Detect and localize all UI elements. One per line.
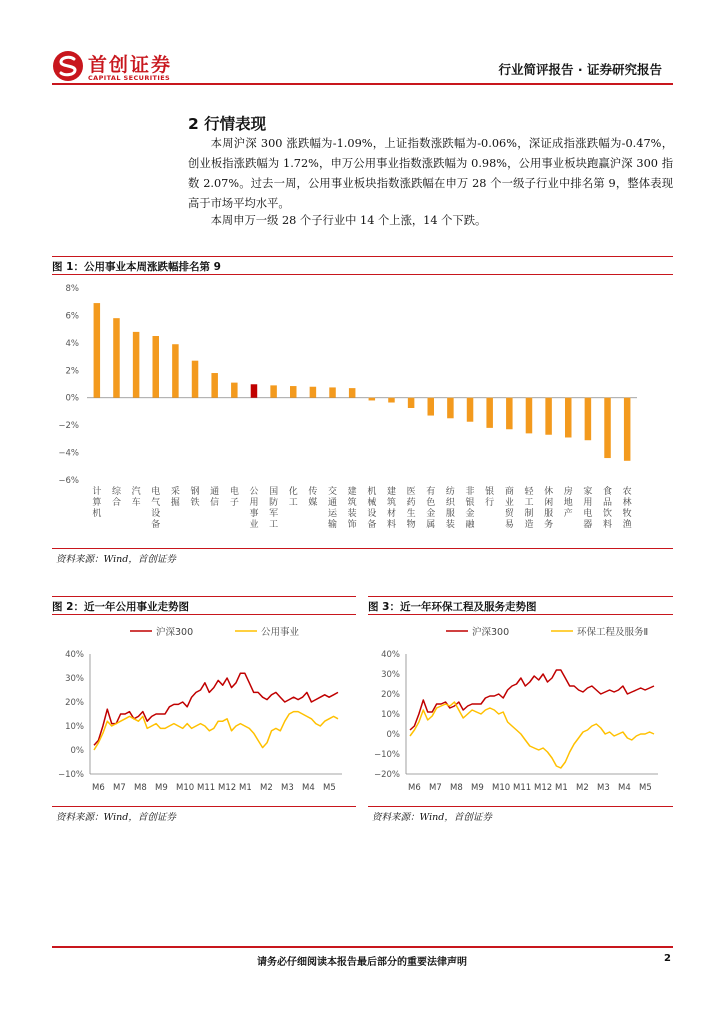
bar (329, 387, 336, 397)
bar (428, 398, 435, 416)
x-tick-label: M10 (492, 783, 511, 793)
bar (604, 398, 611, 458)
bar (486, 398, 493, 428)
y-tick-label: 2% (65, 366, 79, 377)
category-label: 计算机 (92, 487, 102, 519)
x-tick-label: M9 (471, 783, 484, 793)
x-tick-label: M1 (239, 783, 252, 793)
legend-label: 沪深300 (156, 627, 194, 638)
figure1-bottom-rule (52, 548, 673, 549)
category-label: 国防军工 (269, 487, 279, 530)
figure2-title-rule (52, 614, 356, 615)
category-label: 建筑材料 (386, 487, 396, 530)
figure1-title: 图 1：公用事业本周涨跌幅排名第 9 (52, 261, 221, 273)
logo-name-cn: 首创证券 (88, 54, 173, 76)
legend-label: 环保工程及服务Ⅱ (577, 627, 649, 638)
figure3-title-rule (368, 614, 673, 615)
x-tick-label: M11 (197, 783, 216, 793)
x-tick-label: M12 (534, 783, 553, 793)
bar (231, 383, 238, 398)
y-tick-label: 30% (381, 670, 400, 680)
figure2-top-rule (52, 596, 356, 597)
x-tick-label: M8 (450, 783, 463, 793)
bar (545, 398, 552, 435)
logo (52, 50, 187, 84)
figure3-title: 图 3：近一年环保工程及服务走势图 (368, 601, 537, 613)
y-tick-label: −10% (373, 750, 400, 760)
y-tick-label: −20% (373, 770, 400, 780)
y-tick-label: 0% (65, 393, 79, 404)
bar (408, 398, 415, 408)
bar (94, 303, 101, 398)
figure1-top-rule (52, 256, 673, 257)
figure2-title: 图 2：近一年公用事业走势图 (52, 601, 189, 613)
bar (211, 373, 218, 398)
category-label: 农林牧渔 (622, 487, 632, 530)
utilities-trend-chart (52, 616, 356, 806)
figure1-source: 资料来源：Wind，首创证券 (56, 554, 176, 565)
x-tick-label: M7 (429, 783, 442, 793)
x-tick-label: M6 (408, 783, 421, 793)
category-label: 房地产 (563, 487, 573, 519)
category-label: 纺织服装 (445, 487, 455, 530)
y-tick-label: −6% (58, 476, 79, 486)
category-label: 医药生物 (406, 487, 416, 530)
legend-label: 沪深300 (472, 627, 510, 638)
y-tick-label: 40% (381, 650, 400, 660)
y-tick-label: 8% (65, 284, 79, 294)
logo-name-en: CAPITAL SECURITIES (88, 74, 171, 82)
bar (467, 398, 474, 422)
category-label: 通信 (210, 487, 220, 508)
bar (447, 398, 454, 419)
category-label: 轻工制造 (524, 487, 534, 530)
bar (113, 318, 120, 398)
y-tick-label: −10% (57, 770, 84, 780)
figure1-title-rule (52, 274, 673, 275)
y-tick-label: 30% (65, 674, 84, 684)
x-tick-label: M12 (218, 783, 237, 793)
series-line (410, 670, 654, 730)
bar (192, 361, 199, 398)
x-tick-label: M6 (92, 783, 105, 793)
figure3-top-rule (368, 596, 673, 597)
bar (526, 398, 533, 434)
category-label: 商业贸易 (504, 487, 514, 530)
x-tick-label: M7 (113, 783, 126, 793)
category-label: 银行 (485, 487, 495, 508)
category-label: 有色金属 (426, 487, 436, 530)
x-tick-label: M11 (513, 783, 532, 793)
footer-rule (52, 946, 673, 948)
body-paragraph-2: 本周申万一级 28 个子行业中 14 个上涨，14 个下跌。 (210, 214, 487, 227)
x-tick-label: M1 (555, 783, 568, 793)
category-label: 建筑装饰 (347, 487, 357, 530)
x-tick-label: M3 (597, 783, 610, 793)
category-label: 传媒 (308, 487, 318, 508)
y-tick-label: −2% (58, 421, 79, 432)
category-label: 采掘 (170, 487, 180, 508)
bar (506, 398, 512, 430)
bar (388, 398, 395, 403)
category-label: 机械设备 (367, 487, 377, 530)
bar (290, 386, 297, 398)
category-label: 电气设备 (151, 487, 161, 530)
category-label: 休闲服务 (544, 487, 554, 530)
category-label: 公用事业 (249, 487, 259, 530)
figure3-bottom-rule (368, 806, 673, 807)
series-line (410, 702, 654, 768)
x-tick-label: M9 (155, 783, 168, 793)
figure2-bottom-rule (52, 806, 356, 807)
footer-disclaimer: 请务必仔细阅读本报告最后部分的重要法律声明 (257, 957, 467, 968)
y-tick-label: 0% (70, 746, 84, 756)
series-line (94, 673, 338, 745)
header-rule (52, 83, 673, 85)
series-line (94, 712, 338, 750)
bar (153, 336, 160, 398)
x-tick-label: M10 (176, 783, 195, 793)
y-tick-label: 4% (65, 338, 79, 349)
y-tick-label: 10% (65, 722, 84, 732)
x-tick-label: M2 (260, 783, 273, 793)
x-tick-label: M5 (323, 783, 336, 793)
category-label: 综合 (111, 487, 121, 508)
bar (349, 388, 356, 398)
x-tick-label: M3 (281, 783, 294, 793)
category-label: 家用电器 (583, 487, 593, 530)
y-tick-label: 40% (65, 650, 84, 660)
page-number: 2 (664, 953, 671, 964)
y-tick-label: 20% (65, 698, 84, 708)
bar (624, 398, 631, 461)
category-label: 电子 (229, 487, 239, 508)
x-tick-label: M2 (576, 783, 589, 793)
legend-label: 公用事业 (261, 627, 300, 638)
report-type: 行业简评报告 · 证券研究报告 (498, 62, 662, 77)
category-label: 汽车 (131, 487, 141, 508)
bar (310, 387, 317, 398)
x-tick-label: M5 (639, 783, 652, 793)
y-tick-label: −4% (58, 448, 79, 459)
body-paragraph-1: 本周沪深 300 涨跌幅为-1.09%，上证指数涨跌幅为-0.06%，深证成指涨跌幅为-0.47%，创业板指涨跌幅为 1.72%，申万公用事业指数涨跌幅为 0.98%，公用事业板块跑赢沪深 300 指数 2.07%。过去一周，公用事业板块指数涨跌幅在申万 28 个一级子行业中排名第 9，整体表现高于市场平均水平。 (188, 137, 673, 210)
category-label: 化工 (288, 487, 298, 508)
bar (172, 344, 179, 397)
y-tick-label: 20% (381, 690, 400, 700)
bar (565, 398, 572, 438)
figure2-source: 资料来源：Wind，首创证券 (56, 812, 176, 823)
category-label: 食品饮料 (603, 487, 613, 530)
figure3-source: 资料来源：Wind，首创证券 (372, 812, 492, 823)
y-tick-label: 0% (386, 730, 400, 740)
y-tick-label: 6% (65, 311, 79, 322)
logo-mark-icon (52, 50, 84, 82)
bar (133, 332, 140, 398)
y-tick-label: 10% (381, 710, 400, 720)
section-heading: 2 行情表现 (188, 115, 267, 133)
bar (270, 385, 277, 397)
x-tick-label: M8 (134, 783, 147, 793)
bar (585, 398, 592, 441)
sector-bar-chart (52, 276, 673, 548)
category-label: 交通运输 (328, 487, 338, 530)
x-tick-label: M4 (302, 783, 315, 793)
category-label: 钢铁 (190, 487, 200, 508)
env-services-trend-chart (368, 616, 673, 806)
bar (369, 398, 376, 401)
category-label: 非银金融 (465, 487, 475, 530)
x-tick-label: M4 (618, 783, 631, 793)
bar (251, 384, 258, 397)
